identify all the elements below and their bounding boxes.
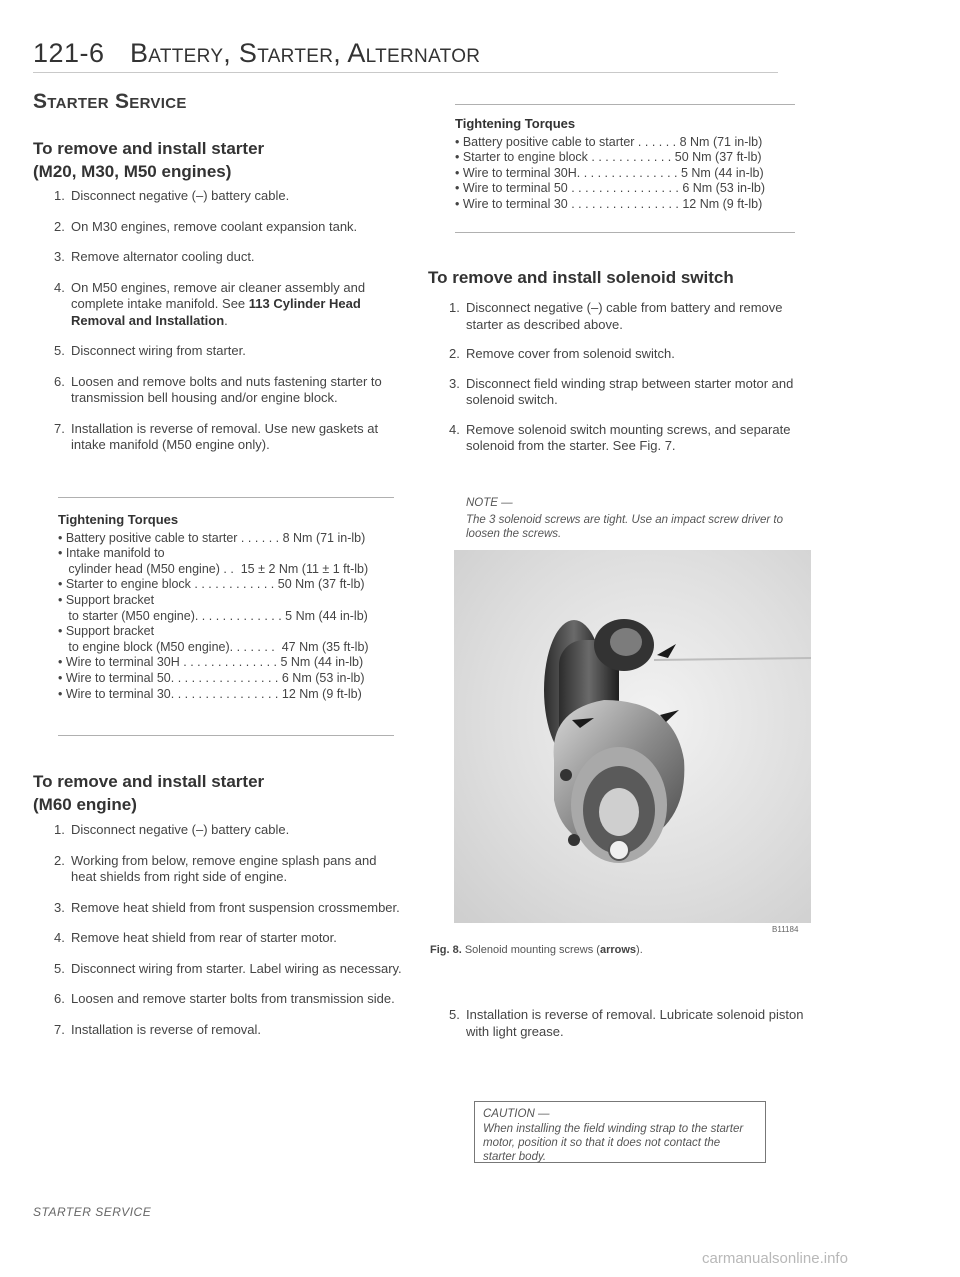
step-text: Installation is reverse of removal. Use new gaskets at intake manifold (M50 engine only). [71, 420, 379, 452]
proc2-step [54, 961, 404, 978]
step-number: 2. [54, 218, 65, 234]
proc3-step [449, 300, 809, 333]
watermark: carmanualsonline.info [702, 1250, 848, 1267]
proc1-step [54, 188, 404, 205]
step-number: 3. [449, 375, 460, 391]
step-text: On M50 engines, remove air cleaner assembly and complete intake manifold. See [71, 279, 366, 311]
proc3-step [449, 422, 809, 455]
starter-photo [454, 550, 811, 923]
torque-rule-top [58, 497, 394, 498]
note-label: NOTE — [466, 497, 513, 509]
torque-row: cylinder head (M50 engine) . . 15 ± 2 Nm (11 ± 1 ft-lb) [58, 561, 369, 576]
proc2-step [54, 991, 404, 1008]
step-text: Disconnect negative (–) cable from battery and remove starter as described above. [466, 300, 783, 332]
torque-row: to starter (M50 engine). . . . . . . . . . . . . 5 Nm (44 in-lb) [58, 608, 368, 623]
proc1-step [54, 374, 404, 407]
torque-row: • Starter to engine block . . . . . . . . . . . . 50 Nm (37 ft-lb) [455, 150, 762, 165]
step-text: Installation is reverse of removal. [71, 1021, 262, 1037]
cross-reference-link[interactable]: 113 Cylinder Head Removal and Installation [71, 296, 361, 328]
step-number: 1. [54, 188, 65, 203]
starter-illustration [454, 550, 811, 923]
left-torque-table [58, 512, 398, 702]
step-text: Disconnect wiring from starter. Label wiring as necessary. [71, 960, 402, 976]
step-text: Loosen and remove starter bolts from transmission side. [71, 991, 395, 1006]
torque-row: • Battery positive cable to starter . . . . . . 8 Nm (71 in-lb) [58, 530, 366, 545]
note-text: The 3 solenoid screws are tight. Use an impact screw driver to loosen the screws. [466, 514, 784, 540]
caution-label: CAUTION — [483, 1108, 550, 1120]
torque-row: • Intake manifold to [58, 546, 165, 561]
figure-caption [430, 944, 643, 956]
right-torque-rule-top [455, 104, 795, 105]
running-footer: STARTER SERVICE [33, 1205, 152, 1219]
step-text: Remove cover from solenoid switch. [466, 346, 675, 361]
figure-caption-end: ). [636, 944, 643, 956]
step-number: 2. [54, 852, 65, 868]
proc2-step [54, 853, 404, 886]
step-number: 7. [54, 1021, 65, 1037]
step-number: 6. [54, 991, 65, 1006]
step-text: Remove heat shield from rear of starter motor. [71, 930, 337, 945]
step-number: 5. [54, 343, 65, 358]
section-title: Starter Service [33, 90, 187, 113]
figure-label: Fig. 8. [430, 944, 462, 956]
step-number: 3. [54, 249, 65, 264]
step-text: Remove solenoid switch mounting screws, and separate solenoid from the starter. See Fig. 7. [466, 421, 791, 453]
torque-row: • Support bracket [58, 592, 155, 607]
proc1-step [54, 280, 404, 330]
step-text: Remove alternator cooling duct. [71, 249, 255, 264]
step-text: Remove heat shield from front suspension crossmember. [71, 899, 400, 915]
step-number: 6. [54, 373, 65, 389]
step-text: On M30 engines, remove coolant expansion tank. [71, 218, 358, 234]
torque-row: • Wire to terminal 30 . . . . . . . . . . . . . . . . 12 Nm (9 ft-lb) [455, 196, 763, 211]
proc1-title [33, 137, 413, 183]
step-number: 1. [449, 300, 460, 315]
proc2-step [54, 1022, 404, 1039]
proc2-title-line1: To remove and install starter [33, 772, 265, 791]
proc1-step [54, 421, 404, 454]
proc1-title-line1: To remove and install starter [33, 139, 265, 158]
step-text: Disconnect wiring from starter. [71, 343, 246, 358]
torque-row: • Battery positive cable to starter . . . . . . 8 Nm (71 in-lb) [455, 134, 763, 149]
proc3-step [449, 1007, 809, 1040]
torque-row: • Starter to engine block . . . . . . . . . . . . 50 Nm (37 ft-lb) [58, 577, 365, 592]
torque-row: to engine block (M50 engine). . . . . . . 47 Nm (35 ft-lb) [58, 639, 369, 654]
torque-row: • Wire to terminal 30. . . . . . . . . . . . . . . . 12 Nm (9 ft-lb) [58, 686, 362, 701]
step-number: 3. [54, 899, 65, 915]
step-text: Installation is reverse of removal. Lubricate solenoid piston with light grease. [466, 1007, 804, 1039]
proc3-steps [449, 300, 809, 455]
proc2-step [54, 900, 404, 917]
step-number: 5. [54, 960, 65, 976]
torque-row: • Wire to terminal 30H. . . . . . . . . . . . . . . 5 Nm (44 in-lb) [455, 165, 764, 180]
figure-caption-text: Solenoid mounting screws ( [464, 944, 600, 956]
torque-title: Tightening Torques [455, 116, 576, 131]
figure-code: B11184 [772, 925, 799, 934]
step-number: 1. [54, 822, 65, 837]
proc3-step [449, 346, 809, 363]
proc3-step5 [449, 1007, 809, 1040]
torque-rule-bottom [58, 735, 394, 736]
right-torque-table [455, 116, 800, 213]
step-number: 5. [449, 1007, 460, 1022]
step-number: 2. [449, 346, 460, 361]
caution-box [474, 1101, 766, 1163]
proc1-step [54, 343, 404, 360]
proc2-title-line2: (M60 engine) [33, 795, 137, 814]
step-text: Disconnect negative (–) battery cable. [71, 822, 290, 837]
torque-title: Tightening Torques [58, 512, 179, 527]
proc1-step [54, 249, 404, 266]
torque-row: • Support bracket [58, 624, 155, 639]
figure-caption-bold: arrows [599, 944, 637, 956]
proc2-step [54, 822, 404, 839]
step-text-end: . [224, 312, 228, 328]
torque-row: • Wire to terminal 50. . . . . . . . . . . . . . . . 6 Nm (53 in-lb) [58, 670, 365, 685]
caution-text: When installing the field winding strap to the starter motor, position it so that it does not contact the starter body. [483, 1123, 744, 1163]
header-rule [33, 72, 778, 73]
chapter-title: Battery, Starter, Alternator [130, 38, 481, 68]
torque-row: • Wire to terminal 50 . . . . . . . . . . . . . . . . 6 Nm (53 in-lb) [455, 181, 766, 196]
step-number: 4. [449, 421, 460, 437]
proc1-title-line2: (M20, M30, M50 engines) [33, 162, 232, 181]
proc2-steps [54, 822, 404, 1038]
step-text: Loosen and remove bolts and nuts fastening starter to transmission bell housing and/or engine block. [71, 373, 382, 405]
proc2-title [33, 770, 413, 816]
torque-row: • Wire to terminal 30H . . . . . . . . . . . . . . 5 Nm (44 in-lb) [58, 655, 364, 670]
proc3-title: To remove and install solenoid switch [428, 268, 734, 287]
page-number: 121-6 [33, 38, 105, 68]
proc1-steps [54, 188, 404, 454]
proc1-step [54, 219, 404, 236]
step-number: 4. [54, 930, 65, 945]
proc2-step [54, 930, 404, 947]
step-text: Disconnect field winding strap between starter motor and solenoid switch. [466, 375, 794, 407]
step-text: Working from below, remove engine splash pans and heat shields from right side of engine. [71, 852, 377, 884]
right-torque-rule-bottom [455, 232, 795, 233]
step-text: Disconnect negative (–) battery cable. [71, 188, 290, 203]
proc3-step [449, 376, 809, 409]
step-number: 7. [54, 420, 65, 436]
step-number: 4. [54, 279, 65, 295]
